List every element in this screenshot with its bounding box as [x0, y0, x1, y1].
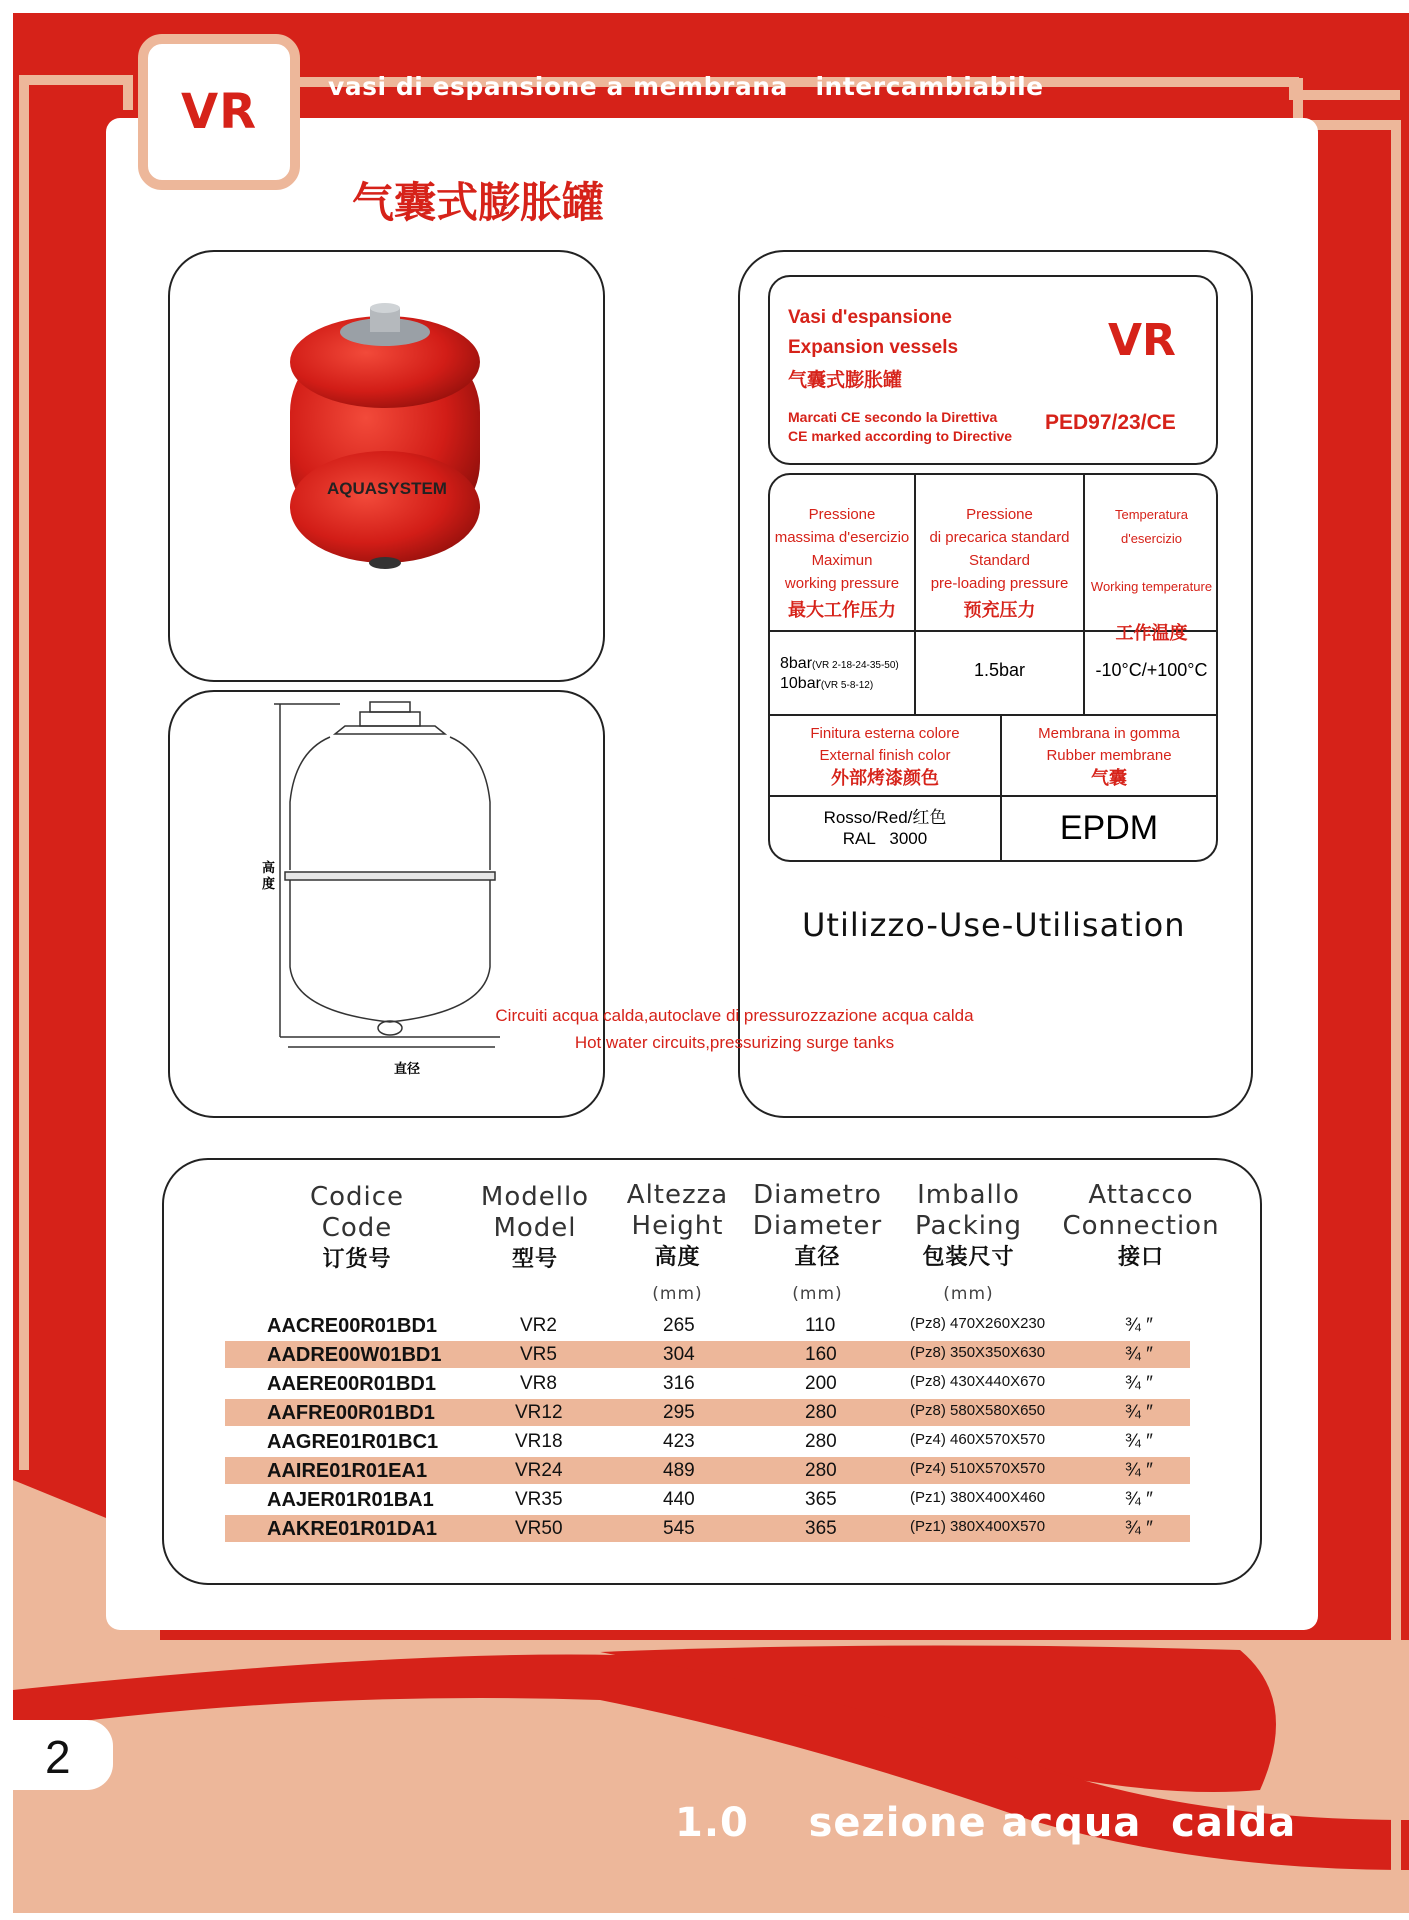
header-height: Altezza Height 高度 (mm): [626, 1180, 729, 1304]
preload-value: 1.5bar: [973, 660, 1026, 680]
table-row: AACRE00R01BD1 VR2 265 110 (Pz8) 470X260X230 ¾ ″: [267, 1315, 1153, 1337]
ce-italian: Marcati CE secondo la Direttiva: [788, 409, 998, 425]
max-pressure-header: Pressione massima d'esercizio Maximun working pressure 最大工作压力: [774, 506, 910, 620]
table-row: AADRE00W01BD1 VR5 304 160 (Pz8) 350X350X630 ¾ ″: [225, 1341, 1190, 1368]
height-dimension-label: 高 度: [262, 860, 276, 891]
technical-drawing-panel: [168, 690, 605, 1118]
name-english: Expansion vessels: [788, 337, 959, 358]
header-code: Codice Code 订货号: [309, 1182, 405, 1272]
table-row: AAKRE01R01DA1 VR50 545 365 (Pz1) 380X400X570 ¾ ″: [225, 1515, 1190, 1542]
vr-badge: [138, 34, 300, 190]
header-diameter: Diametro Diameter 直径 (mm): [752, 1180, 883, 1304]
temperature-header: Temperatura d'esercizio Working temperature 工作温度: [1090, 507, 1213, 643]
brand-logo: AQUASYSTEM: [327, 479, 447, 498]
header-packing: Imballo Packing 包装尺寸 (mm): [914, 1180, 1022, 1304]
chinese-title: 气囊式膨胀罐: [352, 178, 605, 227]
finish-color-header: Finitura esterna colore External finish color 外部烤漆颜色: [810, 725, 960, 788]
usage-italian: Circuiti acqua calda,autoclave di pressurozzazione acqua calda: [495, 1006, 974, 1025]
ce-english: CE marked according to Directive: [788, 428, 1013, 444]
directive-code: PED97/23/CE: [1045, 411, 1176, 434]
product-photo-panel: [168, 250, 605, 682]
name-italian: Vasi d'espansione: [788, 307, 952, 328]
page-subtitle: vasi di espansione a membrana intercambiabile: [328, 72, 1044, 101]
preload-pressure-header: Pressione di precarica standard Standard pre-loading pressure 预充压力: [929, 506, 1070, 620]
technical-drawing: [170, 692, 607, 1120]
usage-english: Hot water circuits,pressurizing surge tanks: [574, 1033, 895, 1052]
width-dimension-label: 直径: [394, 1061, 421, 1076]
table-row: AAJER01R01BA1 VR35 440 365 (Pz1) 380X400X460 ¾ ″: [267, 1489, 1153, 1511]
vr-badge-text: VR: [180, 84, 258, 140]
table-row: AAIRE01R01EA1 VR24 489 280 (Pz4) 510X570X570 ¾ ″: [225, 1457, 1190, 1484]
header-model: Modello Model 型号: [480, 1182, 590, 1272]
usage-title: Utilizzo-Use-Utilisation: [802, 906, 1186, 944]
page-number: 2: [45, 1731, 71, 1783]
max-pressure-value: 8bar(VR 2-18-24-35-50) 10bar(VR 5-8-12): [780, 655, 899, 692]
name-chinese: 气囊式膨胀罐: [788, 370, 903, 391]
table-row: AAFRE00R01BD1 VR12 295 280 (Pz8) 580X580X650 ¾ ″: [225, 1399, 1190, 1426]
spec-table: [768, 473, 1218, 862]
finish-color-value: Rosso/Red/红色 RAL 3000: [823, 808, 947, 848]
section-title: 1.0 sezione acqua calda: [675, 1800, 1297, 1846]
membrane-header: Membrana in gomma Rubber membrane 气囊: [1038, 725, 1180, 788]
expansion-vessel-image: [170, 252, 607, 684]
header-connection: Attacco Connection 接口: [1062, 1180, 1220, 1270]
page-number-tab: [0, 1720, 113, 1790]
table-row: AAGRE01R01BC1 VR18 423 280 (Pz4) 460X570X570 ¾ ″: [267, 1431, 1153, 1453]
table-row: AAERE00R01BD1 VR8 316 200 (Pz8) 430X440X670 ¾ ″: [267, 1373, 1153, 1395]
spec-header-box: [768, 275, 1218, 465]
temperature-value: -10°C/+100°C: [1095, 660, 1208, 680]
membrane-value: EPDM: [1059, 809, 1159, 847]
spec-vr-label: VR: [1108, 315, 1176, 366]
